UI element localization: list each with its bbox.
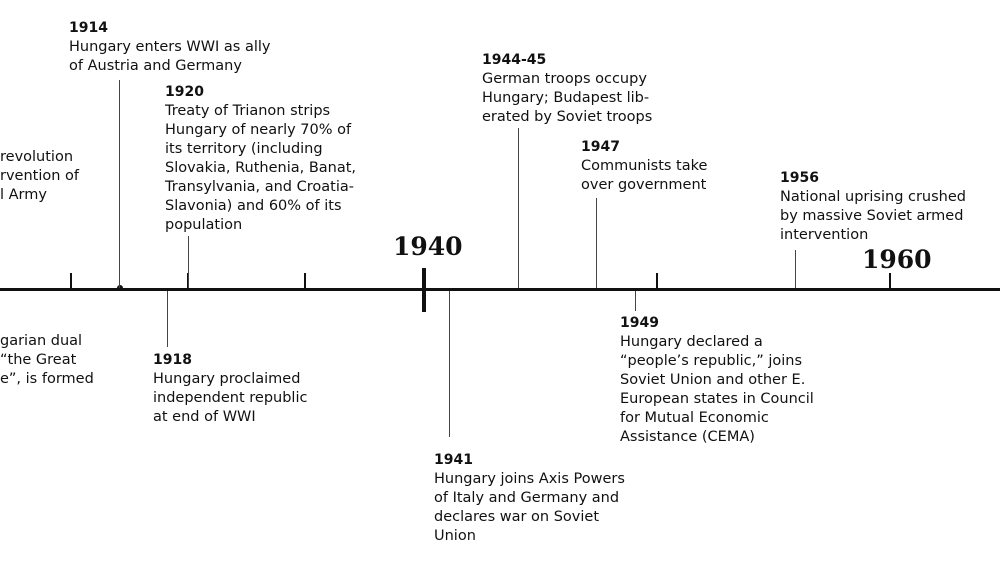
axis-marker-dot <box>117 285 123 291</box>
leader-1920 <box>188 236 189 288</box>
event-year: 1920 <box>165 84 204 100</box>
decade-label-1940: 1940 <box>393 232 463 261</box>
event-text: Communists take over government <box>581 158 708 193</box>
event-text: garian dual “the Great e”, is formed <box>0 333 94 387</box>
event-fragment-above <box>0 148 110 205</box>
event-text: revolution rvention of l Army <box>0 149 80 203</box>
event-year: 1944-45 <box>482 52 547 68</box>
axis-tick-1960 <box>889 273 891 289</box>
leader-1941 <box>449 291 450 437</box>
leader-1949 <box>635 291 636 311</box>
leader-1947 <box>596 198 597 288</box>
timeline-axis <box>0 288 1000 291</box>
event-year: 1941 <box>434 452 473 468</box>
event-1941 <box>434 450 679 546</box>
event-year: 1947 <box>581 139 620 155</box>
axis-tick-1940 <box>422 268 426 312</box>
leader-1944 <box>518 128 519 288</box>
event-1949 <box>620 313 880 447</box>
event-text: Hungary joins Axis Powers of Italy and Germany and declares war on Soviet Union <box>434 471 625 544</box>
leader-1956 <box>795 250 796 288</box>
event-1918 <box>153 350 373 427</box>
event-1947 <box>581 137 761 195</box>
event-1944-45 <box>482 50 712 127</box>
event-year: 1914 <box>69 20 108 36</box>
axis-tick <box>70 273 72 289</box>
leader-1914 <box>119 80 120 288</box>
event-year: 1956 <box>780 170 819 186</box>
event-text: Treaty of Trianon strips Hungary of nearly 70% of its territory (including Slovakia, Ruthenia, Banat, Transylvania, and Croatia- Slavonia) and 60% of its population <box>165 103 357 233</box>
event-text: German troops occupy Hungary; Budapest lib- erated by Soviet troops <box>482 71 653 125</box>
event-text: Hungary enters WWI as ally of Austria and Germany <box>69 39 271 74</box>
event-text: Hungary declared a “people’s republic,” joins Soviet Union and other E. European states in Council for Mutual Economic Assistance (CEMA) <box>620 334 814 445</box>
event-text: National uprising crushed by massive Soviet armed intervention <box>780 189 966 243</box>
axis-tick <box>304 273 306 289</box>
decade-label-1960: 1960 <box>862 245 932 274</box>
event-year: 1949 <box>620 315 659 331</box>
event-fragment-below <box>0 332 115 389</box>
event-1956 <box>780 168 995 245</box>
event-year: 1918 <box>153 352 192 368</box>
leader-1918 <box>167 291 168 347</box>
event-1914 <box>69 18 329 76</box>
event-1920 <box>165 82 405 235</box>
event-text: Hungary proclaimed independent republic at end of WWI <box>153 371 308 425</box>
axis-tick <box>656 273 658 289</box>
